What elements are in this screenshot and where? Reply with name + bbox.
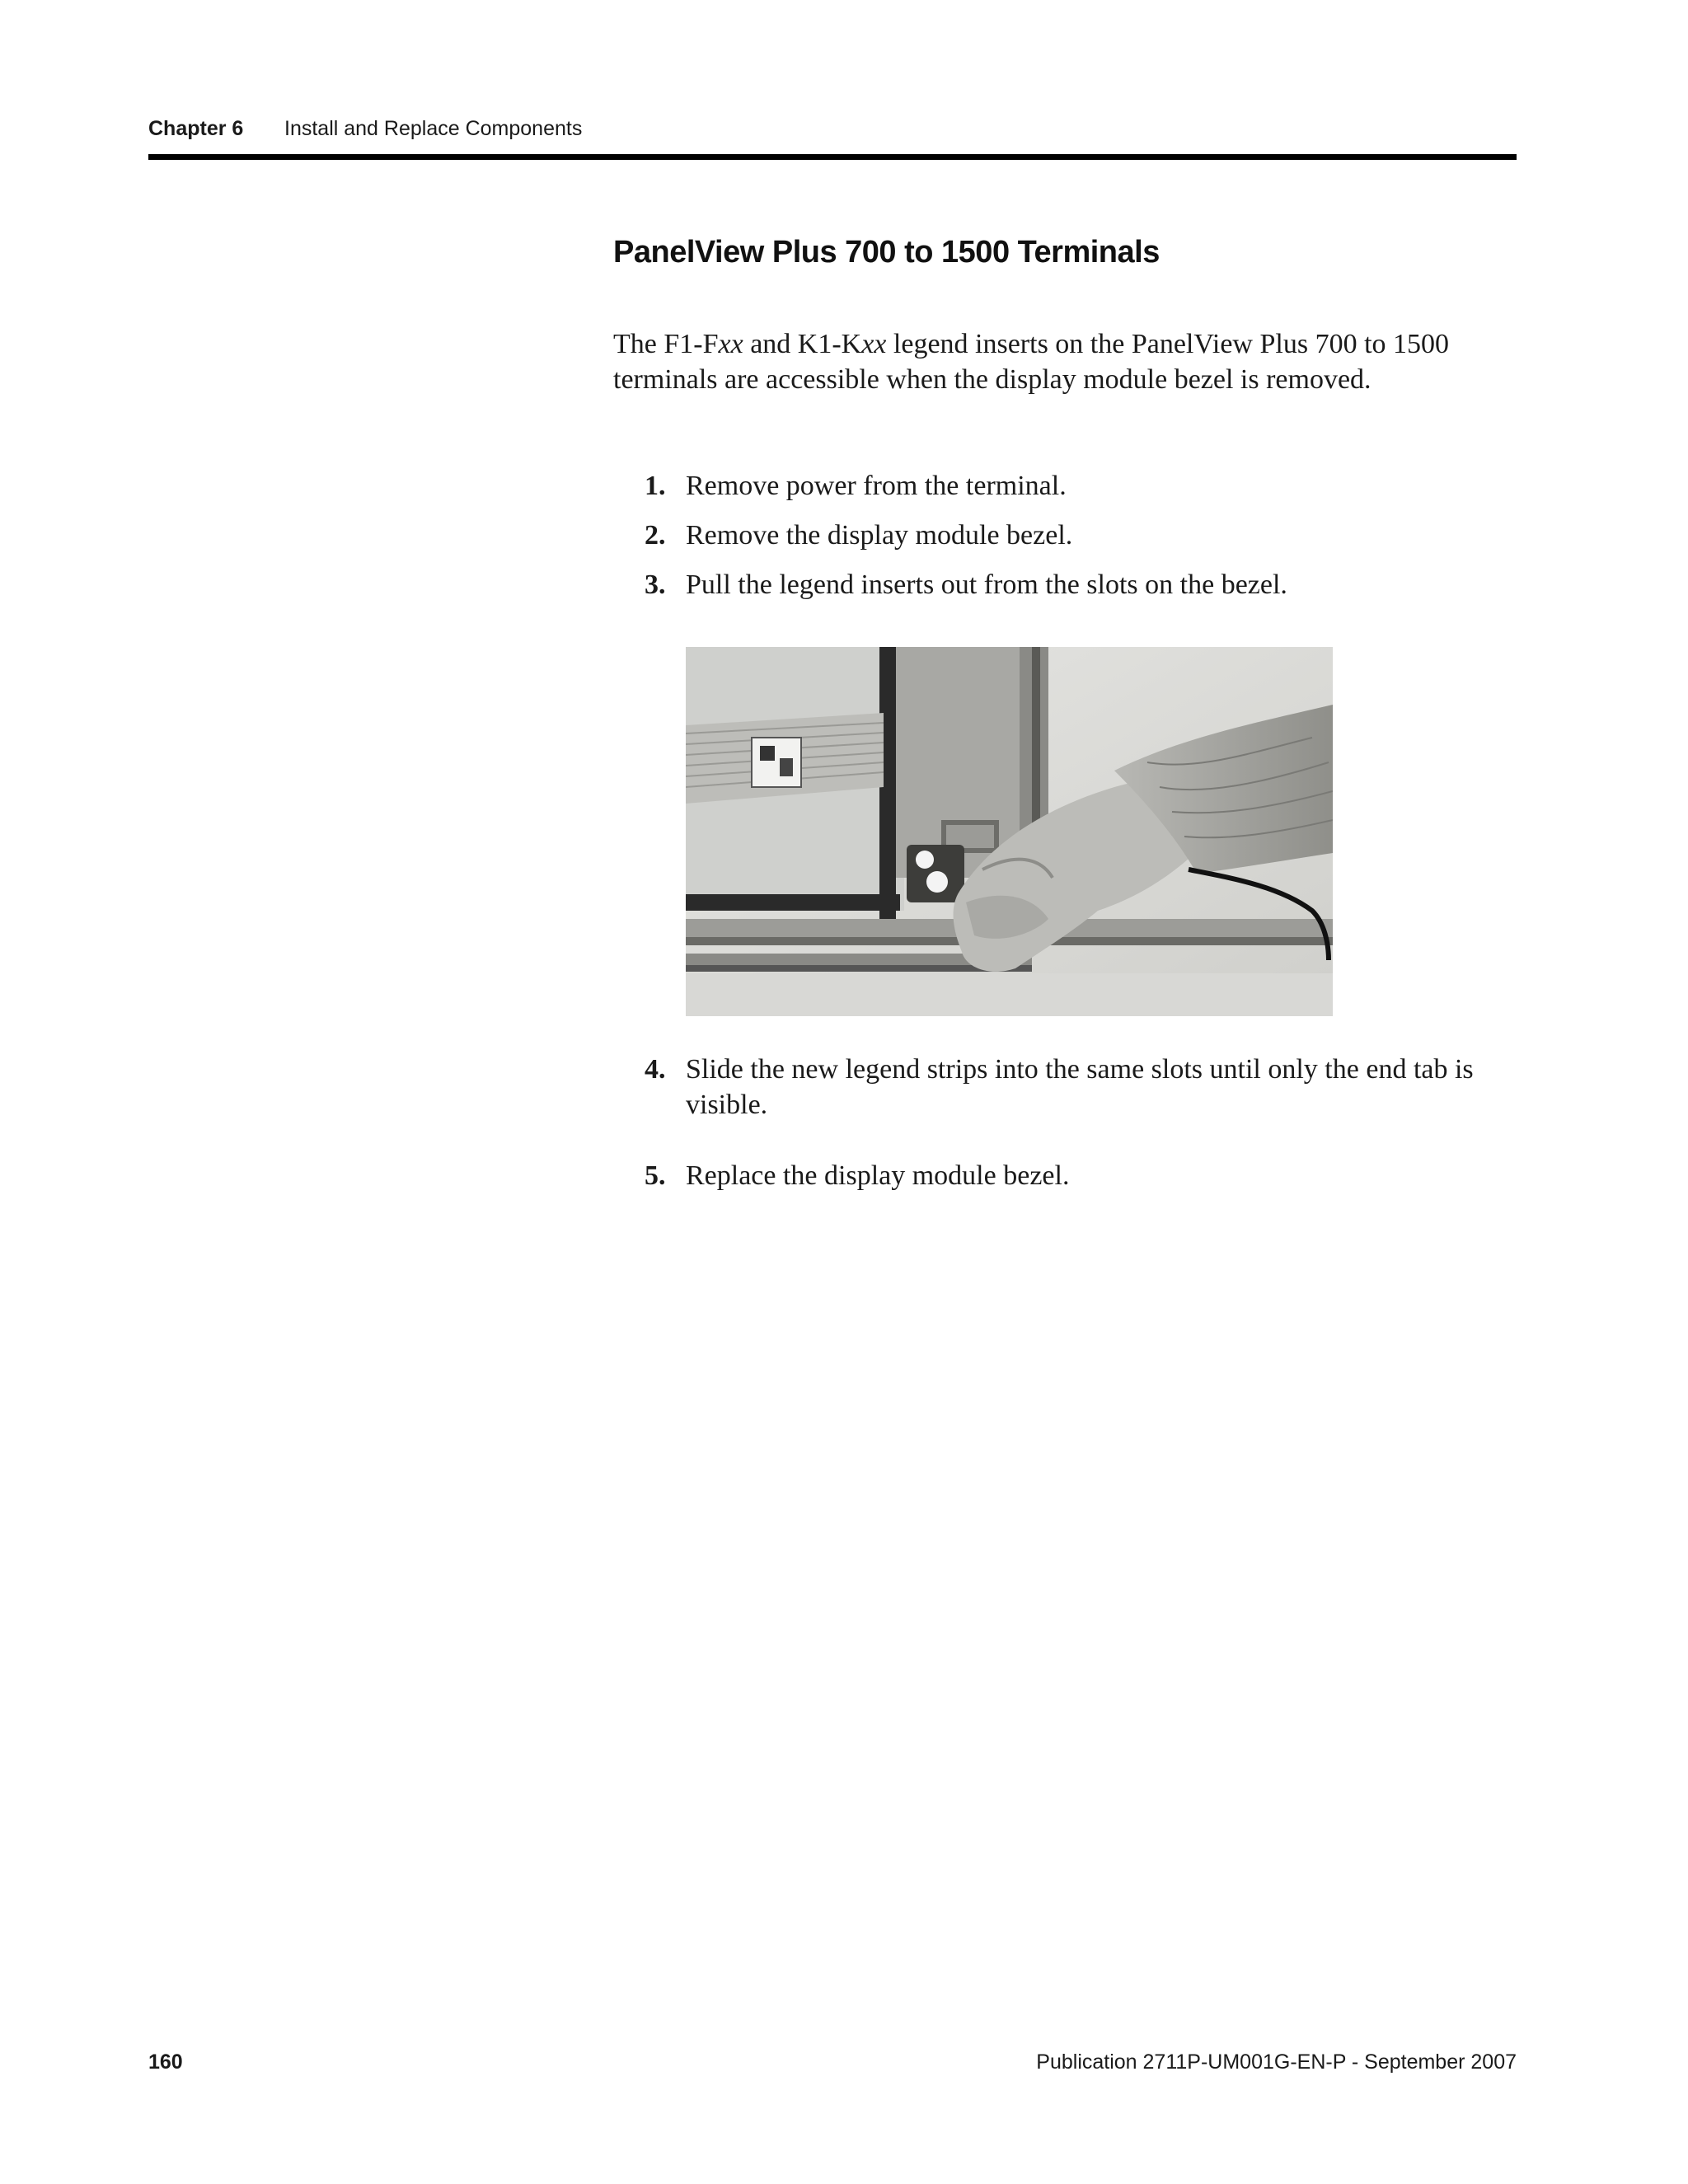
photo-hand-pulling-legend-insert-icon — [686, 647, 1333, 1016]
step-item — [613, 1158, 1520, 1193]
step-number: 4. — [645, 1054, 666, 1085]
step-number: 1. — [645, 471, 666, 501]
figure-photo — [686, 647, 1333, 1016]
steps-list-1 — [613, 468, 1520, 616]
step-text: Slide the new legend strips into the same slots until only the end tab is visible. — [686, 1054, 1474, 1120]
steps-list-2 — [613, 1052, 1520, 1229]
running-header — [148, 117, 1517, 153]
step-text: Remove the display module bezel. — [686, 520, 1073, 551]
intro-text-2: and K1-K — [743, 329, 862, 359]
intro-paragraph — [613, 326, 1520, 397]
step-text: Remove power from the terminal. — [686, 471, 1067, 501]
page-number: 160 — [148, 2050, 183, 2074]
step-number: 5. — [645, 1160, 666, 1191]
step-item — [613, 1052, 1520, 1122]
intro-italic-1: xx — [718, 329, 743, 359]
step-number: 3. — [645, 569, 666, 600]
intro-text-3: legend inserts on the PanelView Plus 700 to 1500 terminals are accessible when the display module bezel is removed. — [613, 329, 1450, 395]
chapter-label: Chapter 6 — [148, 117, 244, 140]
step-text: Pull the legend inserts out from the slots on the bezel. — [686, 569, 1287, 600]
chapter-title: Install and Replace Components — [284, 117, 583, 140]
step-number: 2. — [645, 520, 666, 551]
intro-text-1: The F1-F — [613, 329, 719, 359]
intro-italic-2: xx — [861, 329, 887, 359]
header-rule — [148, 154, 1517, 160]
step-item — [613, 518, 1520, 553]
section-title: PanelView Plus 700 to 1500 Terminals — [613, 235, 1160, 269]
publication-info: Publication 2711P-UM001G-EN-P - September 2007 — [1036, 2050, 1517, 2074]
step-item — [613, 468, 1520, 504]
step-text: Replace the display module bezel. — [686, 1160, 1070, 1191]
step-item — [613, 567, 1520, 602]
